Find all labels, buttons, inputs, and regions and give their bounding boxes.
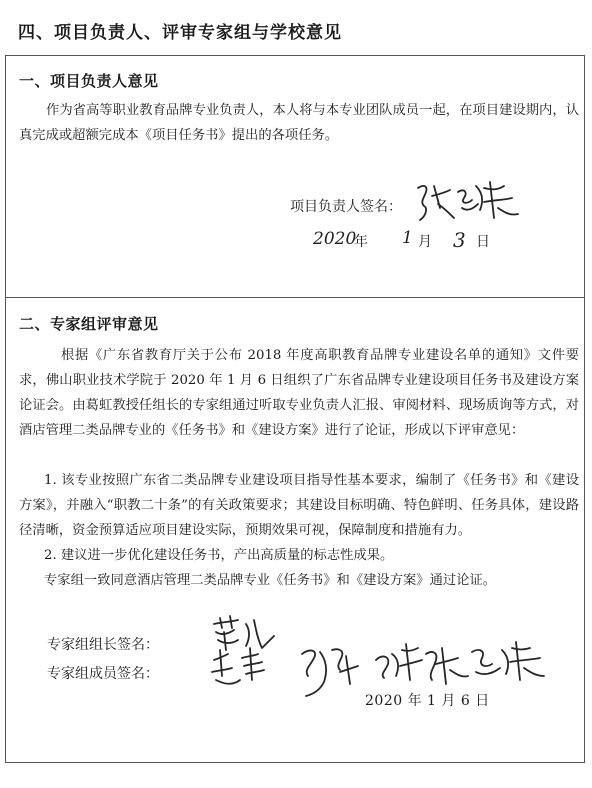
date-day: 3 [453,228,466,252]
section-divider [5,297,585,298]
project-leader-signature-label: 项目负责人签名： [290,199,402,215]
date-year: 2020 [313,229,357,249]
section2-item1: 1. 该专业按照广东省二类品牌专业建设项目指导性基本要求，编制了《任务书》和《建设方案》，并融入“职教二十条”的有关政策要求；其建设目标明确、特色鲜明、任务具体，建设路径清晰，资金预算适应项目建设实际，预期效果可视，保障制度和措施有力。 [19,473,579,538]
expert-leader-signature-label: 专家组组长签名： [47,637,159,653]
date-day-unit: 日 [476,234,490,250]
expert-member-signature-label: 专家组成员签名： [47,666,159,682]
section2-item2: 2. 建议进一步优化建设任务书，产出高质量的标志性成果。 [44,548,394,563]
section1-heading: 一、项目负责人意见 [19,72,159,90]
section2-paragraph1: 根据《广东省教育厅关于公布 2018 年度高职教育品牌专业建设名单的通知》文件要求，佛山职业技术学院于 2020 年 1 月 6 日组织了广东省品牌专业建设项目任务书及建设方案论证会。由葛虹教授任组长的专家组通过听取专业负责人汇报、审阅材料、现场质询等方式，对酒店管理二类品牌专业的《任务书》和《建设方案》进行了论证，形成以下评审意见： [19,348,579,438]
section1-body: 作为省高等职业教育品牌专业负责人，本人将与本专业团队成员一起，在项目建设期内，认真完成或超额完成本《项目任务书》提出的各项任务。 [19,103,579,143]
section2-heading: 二、专家组评审意见 [19,315,159,333]
date-year-unit: 年 [354,234,368,250]
section2-conclusion: 专家组一致同意酒店管理二类品牌专业《任务书》和《建设方案》通过论证。 [44,573,497,588]
expert-review-date: 2020 年 1 月 6 日 [365,693,490,709]
date-month: 1 [402,228,413,248]
date-month-unit: 月 [418,234,432,250]
project-leader-signature [414,178,524,228]
page-title: 四、项目负责人、评审专家组与学校意见 [18,23,342,43]
